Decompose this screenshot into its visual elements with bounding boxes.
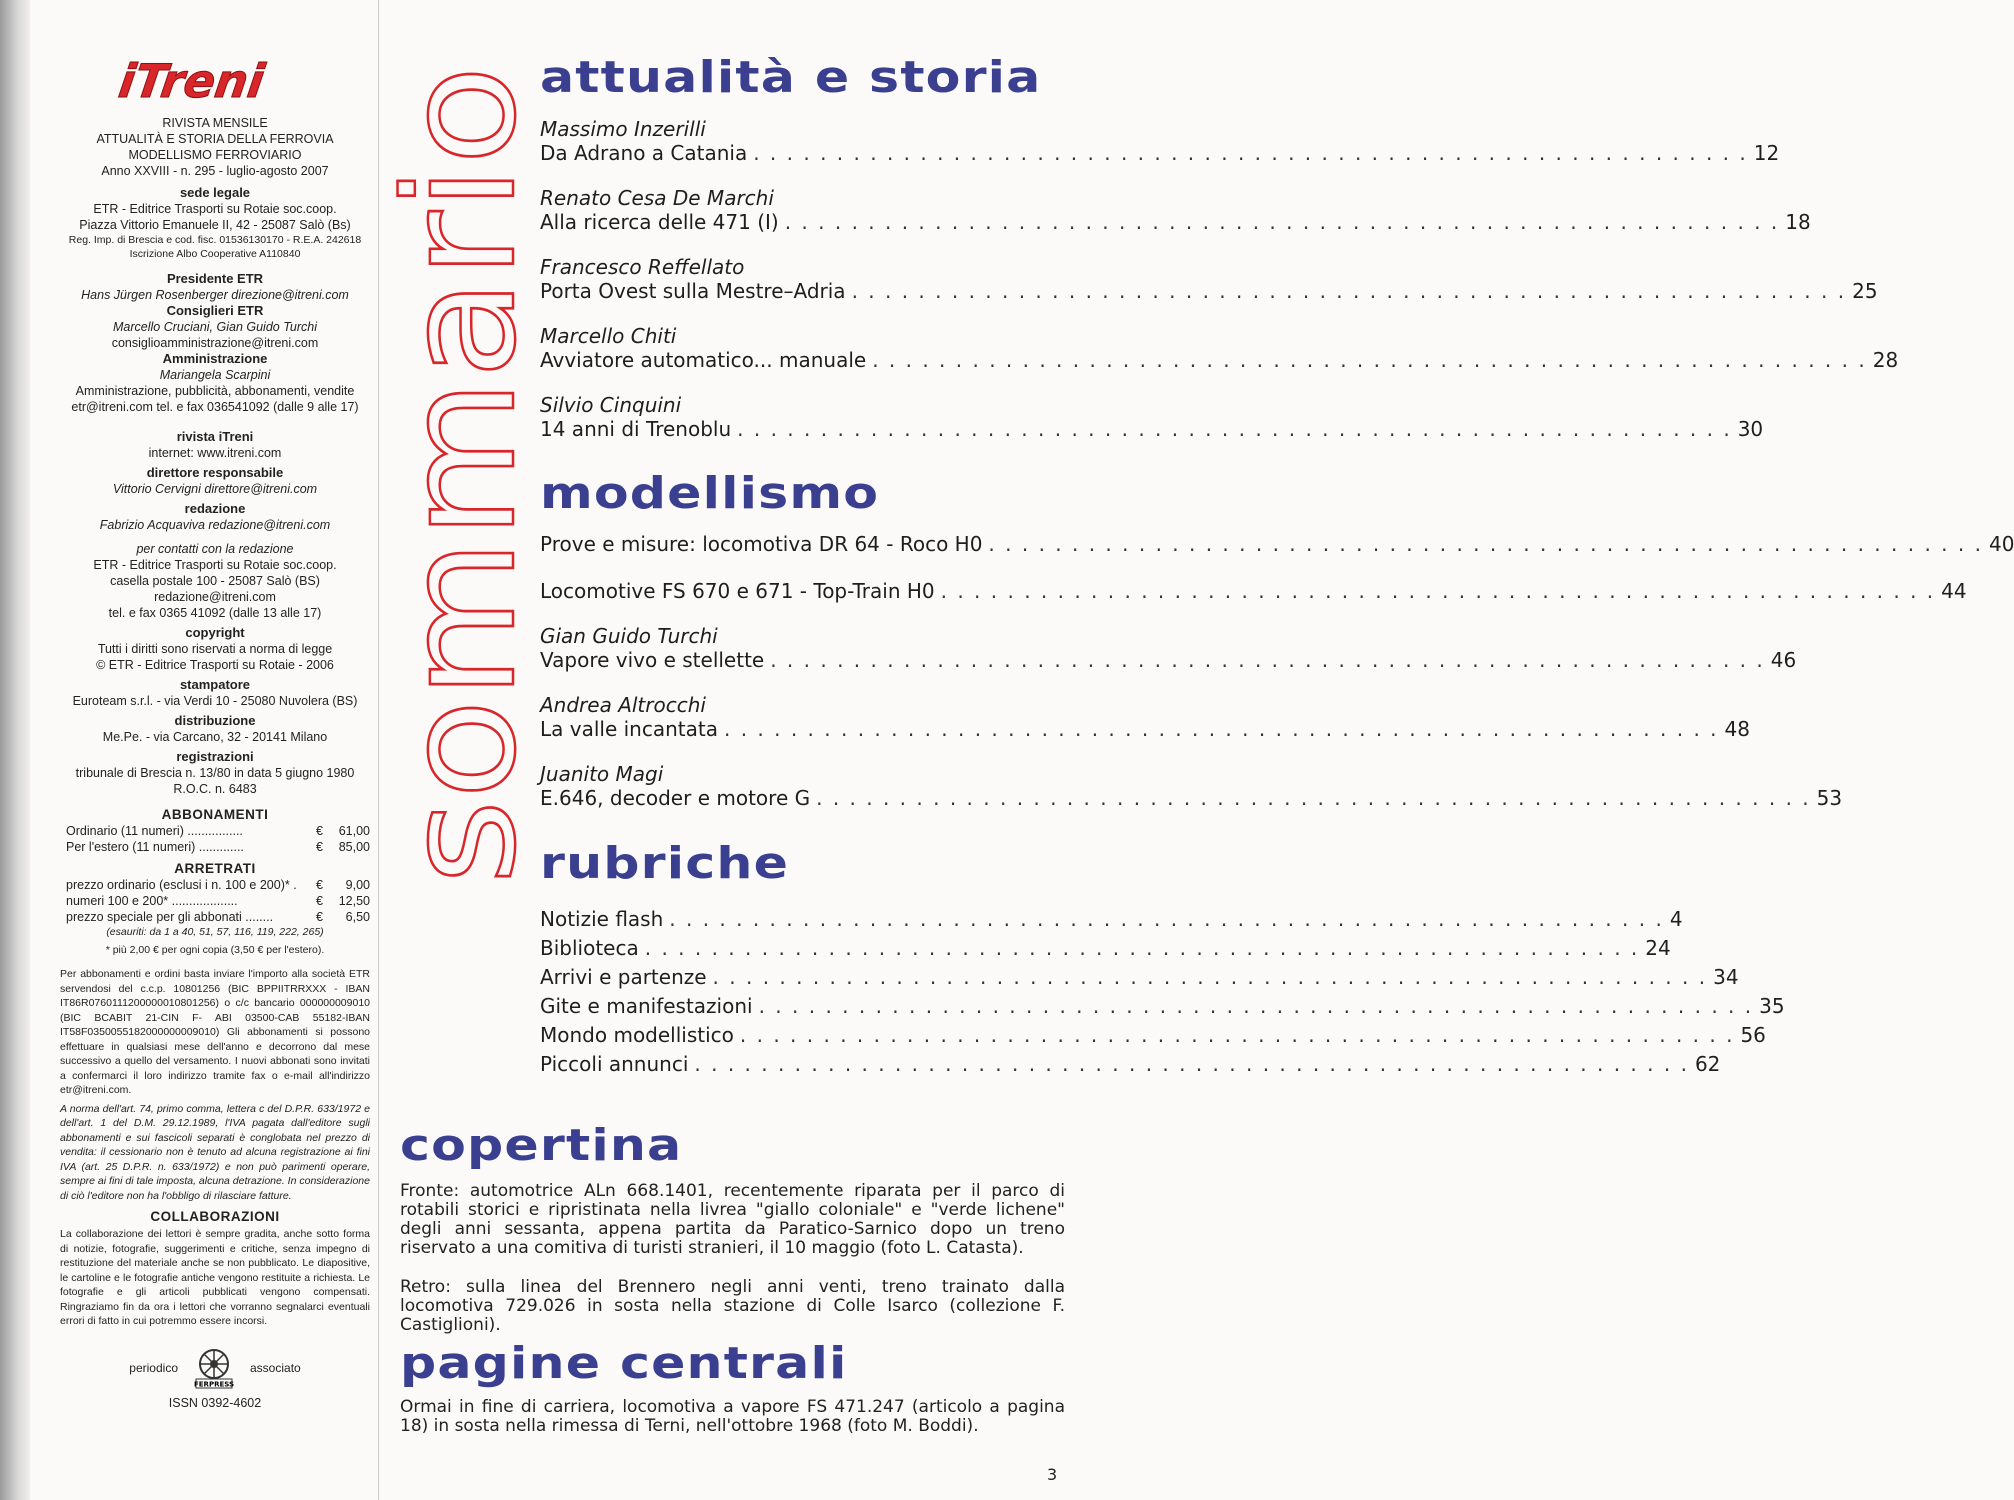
section-title-attualita: attualità e storia — [540, 52, 1042, 103]
collaboration-heading: COLLABORAZIONI — [150, 1209, 280, 1224]
toc-author: Renato Cesa De Marchi — [540, 186, 774, 210]
leader-dots: . . . . . . . . . . . . . . . . . . . . . . . . . . . . . . . . . . . . . . . . . . . . . . . . . . . . . . . . . . . . — [644, 936, 1640, 960]
page-number: 3 — [1047, 1465, 1058, 1484]
sede-line: Piazza Vittorio Emanuele II, 42 - 25087 Salò (Bs) — [79, 218, 351, 232]
leader-dots: . . . . . . . . . . . . . . . . . . . . . . . . . . . . . . . . . . . . . . . . . . . . . . . . . . . . . . . . . . . . — [739, 1023, 1735, 1047]
rubrica-page-number: 4 — [1669, 907, 1683, 931]
toc-title: 14 anni di Trenoblu — [540, 417, 732, 441]
ferpress-badge — [60, 1347, 370, 1389]
toc-entry — [540, 255, 1878, 303]
registration-heading: registrazioni — [176, 749, 254, 764]
price-label: prezzo speciale per gli abbonati ........ — [66, 910, 274, 924]
masthead-line: RIVISTA MENSILE — [162, 116, 268, 130]
toc-title: Da Adrano a Catania — [540, 141, 748, 165]
sede-heading: sede legale — [179, 185, 251, 200]
contacts-line: casella postale 100 - 25087 Salò (BS) — [110, 574, 320, 588]
toc-entry — [540, 762, 1843, 810]
magazine-heading: rivista iTreni — [176, 429, 254, 444]
toc-author: Francesco Reffellato — [540, 255, 745, 279]
printer-line: Euroteam s.r.l. - via Verdi 10 - 25080 Nuvolera (BS) — [72, 694, 358, 708]
rubrica-title: Arrivi e partenze — [540, 965, 707, 989]
toc-entry — [540, 324, 1899, 372]
distribution-heading: distribuzione — [174, 713, 256, 728]
masthead-column — [60, 55, 370, 1411]
itreni-logo — [115, 54, 308, 108]
section-title-modellismo: modellismo — [540, 468, 880, 519]
leader-dots: . . . . . . . . . . . . . . . . . . . . . . . . . . . . . . . . . . . . . . . . . . . . . . . . . . . . . . . . . . . . — [737, 417, 1732, 441]
sold-out-note: (esauriti: da 1 a 40, 51, 57, 116, 119, 222, 265) — [106, 926, 324, 938]
toc-title-line — [540, 210, 1811, 234]
toc-entry — [540, 393, 1764, 441]
printer-heading: stampatore — [179, 677, 251, 692]
copyright-line: © ETR - Editrice Trasporti su Rotaie - 2006 — [96, 658, 334, 672]
contacts-heading: per contatti con la redazione — [136, 542, 294, 556]
cover-front-text: Fronte: automotrice ALn 668.1401, recentemente riparata per il parco di rotabili storici e ripristinata nella livrea "giallo coloniale" e "verde lichene" degli anni sessanta, appena partita da Paratico-Sarnico dopo un treno riservato a una comitiva di turisti stranieri, il 10 maggio (foto L. Catasta). — [400, 1181, 1065, 1258]
rubrica-page-number: 24 — [1645, 936, 1671, 960]
rubrica-title: Notizie flash — [540, 907, 664, 931]
rubrica-page-number: 62 — [1694, 1052, 1721, 1076]
rubrica-item — [540, 963, 1739, 992]
rubrica-title: Piccoli annunci — [540, 1052, 689, 1076]
leader-dots: . . . . . . . . . . . . . . . . . . . . . . . . . . . . . . . . . . . . . . . . . . . . . . . . . . . . . . . . . . . . — [694, 1052, 1689, 1076]
council-heading: Consiglieri ETR — [166, 303, 264, 318]
toc-entry — [540, 186, 1811, 234]
rubrica-item — [540, 992, 1785, 1021]
contacts-line: ETR - Editrice Trasporti su Rotaie soc.coop. — [93, 558, 337, 572]
svg-text:iTreni: iTreni — [115, 54, 268, 108]
section-title-copertina: copertina — [400, 1120, 683, 1171]
ferpress-wheel-icon — [190, 1347, 238, 1389]
price-value: 85,00 — [338, 840, 370, 854]
toc-title-line — [540, 532, 2014, 556]
contacts-line: tel. e fax 0365 41092 (dalle 13 alle 17) — [108, 606, 322, 620]
masthead-line: MODELLISMO FERROVIARIO — [128, 148, 302, 162]
toc-entry — [540, 117, 1780, 165]
registration-line: tribunale di Brescia n. 13/80 in data 5 giugno 1980 — [75, 766, 355, 780]
ferpress-label: FERPRESS — [193, 1380, 235, 1388]
price-row — [60, 877, 370, 893]
price-label: Per l'estero (11 numeri) ............. — [66, 840, 244, 854]
council-email: consiglioamministrazione@itreni.com — [111, 336, 319, 350]
rubrica-item — [540, 1021, 1766, 1050]
leader-dots: . . . . . . . . . . . . . . . . . . . . . . . . . . . . . . . . . . . . . . . . . . . . . . . . . . . . . . . . . . . . — [770, 648, 1765, 672]
cover-back-text: Retro: sulla linea del Brennero negli anni venti, treno trainato dalla locomotiva 729.026 in sosta nella stazione di Colle Isarco (collezione F. Castiglioni). — [400, 1277, 1065, 1335]
price-row — [60, 823, 370, 839]
leader-dots: . . . . . . . . . . . . . . . . . . . . . . . . . . . . . . . . . . . . . . . . . . . . . . . . . . . . . . . . . . . . — [851, 279, 1847, 303]
toc-title: Locomotive FS 670 e 671 - Top-Train H0 — [540, 579, 935, 603]
leader-dots: . . . . . . . . . . . . . . . . . . . . . . . . . . . . . . . . . . . . . . . . . . . . . . . . . . . . . . . . . . . . — [669, 907, 1664, 931]
rubrica-page-number: 56 — [1740, 1023, 1766, 1047]
sede-line: Reg. Imp. di Brescia e cod. fisc. 01536130170 - R.E.A. 242618 — [68, 234, 362, 246]
toc-author: Juanito Magi — [540, 762, 664, 786]
toc-page-number: 40 — [1988, 532, 2014, 556]
sede-line: Iscrizione Albo Cooperative A110840 — [129, 248, 301, 260]
council-line: Marcello Cruciani, Gian Guido Turchi — [112, 320, 317, 334]
rubrica-page-number: 35 — [1759, 994, 1785, 1018]
toc-author: Silvio Cinquini — [540, 393, 682, 417]
rubrica-item — [540, 905, 1683, 934]
currency: € — [316, 894, 323, 908]
roc-line: R.O.C. n. 6483 — [173, 782, 257, 796]
price-value: 61,00 — [338, 824, 370, 838]
distribution-line: Me.Pe. - via Carcano, 32 - 20141 Milano — [102, 730, 328, 744]
toc-entry — [540, 624, 1797, 672]
toc-title: Porta Ovest sulla Mestre–Adria — [540, 279, 846, 303]
price-row — [60, 893, 370, 909]
toc-title-line — [540, 279, 1878, 303]
price-label: numeri 100 e 200* ................... — [66, 894, 238, 908]
price-row — [60, 839, 370, 855]
collaboration-paragraph: La collaborazione dei lettori è sempre gradita, anche sotto forma di notizie, fotografie, suggerimenti e critiche, senza impegno di restituzione del materiale anche se non pubblicato. Le diapositive, le cartoline e le fotografie antiche vengono restituite a richiesta. Le fotografie e gli articoli pubblicati vengono compensati. Ringraziamo fin da ora i lettori che vorranno segnalarci eventuali errori di fatto in cui potremmo essere incorsi. — [60, 1228, 370, 1327]
toc-title: Vapore vivo e stellette — [540, 648, 765, 672]
price-value: 6,50 — [345, 910, 370, 924]
toc-author: Marcello Chiti — [540, 324, 677, 348]
copyright-line: Tutti i diritti sono riservati a norma di legge — [97, 642, 333, 656]
rubrica-title: Mondo modellistico — [540, 1023, 734, 1047]
rubrica-item — [540, 1050, 1721, 1079]
director-heading: direttore responsabile — [146, 465, 284, 480]
currency: € — [316, 910, 323, 924]
toc-page-number: 46 — [1770, 648, 1797, 672]
leader-dots: . . . . . . . . . . . . . . . . . . . . . . . . . . . . . . . . . . . . . . . . . . . . . . . . . . . . . . . . . . . . — [872, 348, 1867, 372]
subscription-paragraph: Per abbonamenti e ordini basta inviare l'importo alla società ETR servendosi del c.c.p. 10801256 (BIC BPPIITRRXXX - IBAN IT86R0760111200000010801256) o c/c bancario 000000009010 (BIC BCABIT 21-CIN F- ABI 03500-CAB 55182-IBAN IT58F0350055182000000009010) Gli abbonamenti si possono effettuare in qualsiasi mese dell'anno e decorrono dal mese successivo a quello del versamento. I nuovi abbonati sono invitati a confermarci il loro indirizzo tramite fax o e-mail all'indirizzo etr@itreni.com. — [60, 968, 370, 1096]
rubrica-title: Gite e manifestazioni — [540, 994, 753, 1018]
leader-dots: . . . . . . . . . . . . . . . . . . . . . . . . . . . . . . . . . . . . . . . . . . . . . . . . . . . . . . . . . . . . — [816, 786, 1811, 810]
toc-page-number: 44 — [1941, 579, 1967, 603]
currency: € — [316, 824, 323, 838]
subscriptions-heading: ABBONAMENTI — [161, 807, 269, 822]
toc-title: La valle incantata — [540, 717, 718, 741]
toc-author: Gian Guido Turchi — [540, 624, 718, 648]
shipping-note: * più 2,00 € per ogni copia (3,50 € per l'estero). — [105, 944, 325, 956]
toc-title-line — [540, 141, 1780, 165]
periodico-label: periodico — [129, 1360, 178, 1375]
price-row — [60, 909, 370, 925]
centerfold-text: Ormai in fine di carriera, locomotiva a vapore FS 471.247 (articolo a pagina 18) in sosta nella rimessa di Terni, nell'ottobre 1968 (foto M. Boddi). — [400, 1397, 1065, 1436]
director-line: Vittorio Cervigni direttore@itreni.com — [112, 482, 318, 496]
leader-dots: . . . . . . . . . . . . . . . . . . . . . . . . . . . . . . . . . . . . . . . . . . . . . . . . . . . . . . . . . . . . — [712, 965, 1708, 989]
masthead-line: ATTUALITÀ E STORIA DELLA FERROVIA — [96, 132, 334, 146]
price-label: prezzo ordinario (esclusi i n. 100 e 200)* . — [66, 878, 297, 892]
currency: € — [316, 878, 323, 892]
toc-title: E.646, decoder e motore G — [540, 786, 811, 810]
rubrica-page-number: 34 — [1713, 965, 1739, 989]
sede-line: ETR - Editrice Trasporti su Rotaie soc.coop. — [93, 202, 337, 216]
leader-dots: . . . . . . . . . . . . . . . . . . . . . . . . . . . . . . . . . . . . . . . . . . . . . . . . . . . . . . . . . . . . — [784, 210, 1780, 234]
toc-title-line — [540, 417, 1764, 441]
toc-entry — [540, 532, 2014, 556]
toc-page-number: 18 — [1785, 210, 1811, 234]
issn: ISSN 0392-4602 — [168, 1395, 262, 1410]
rubriche-list — [540, 905, 1785, 1079]
currency: € — [316, 840, 323, 854]
toc-title: Prove e misure: locomotiva DR 64 - Roco H0 — [540, 532, 983, 556]
leader-dots: . . . . . . . . . . . . . . . . . . . . . . . . . . . . . . . . . . . . . . . . . . . . . . . . . . . . . . . . . . . . — [758, 994, 1754, 1018]
toc-title-line — [540, 579, 1967, 603]
admin-contact: etr@itreni.com tel. e fax 036541092 (dalle 9 alle 17) — [71, 400, 359, 414]
leader-dots: . . . . . . . . . . . . . . . . . . . . . . . . . . . . . . . . . . . . . . . . . . . . . . . . . . . . . . . . . . . . — [988, 532, 1983, 556]
vat-paragraph: A norma dell'art. 74, primo comma, lettera c del D.P.R. 633/1972 e dell'art. 1 del D.M. 29.12.1989, l'IVA pagata dall'editore sugli abbonamenti e sui fascicoli separati è conglobata nel prezzo di vendita: il cessionario non è tenuto ad alcuna registrazione ai fini IVA (art. 25 D.P.R. n. 633/1972) e non può parimenti operare, sempre ai fini di tale imposta, alcuna detrazione. In considerazione di ciò l'editore non ha l'obbligo di rilasciare fatture. — [60, 1102, 370, 1202]
leader-dots: . . . . . . . . . . . . . . . . . . . . . . . . . . . . . . . . . . . . . . . . . . . . . . . . . . . . . . . . . . . . — [753, 141, 1748, 165]
rubrica-title: Biblioteca — [540, 936, 639, 960]
admin-name: Mariangela Scarpini — [159, 368, 271, 382]
leader-dots: . . . . . . . . . . . . . . . . . . . . . . . . . . . . . . . . . . . . . . . . . . . . . . . . . . . . . . . . . . . . — [723, 717, 1719, 741]
price-value: 9,00 — [345, 878, 370, 892]
price-label: Ordinario (11 numeri) ................ — [66, 824, 243, 838]
toc-title-line — [540, 786, 1843, 810]
sommario-vertical-title — [372, 60, 549, 890]
toc-title-line — [540, 648, 1797, 672]
toc-title-line — [540, 348, 1899, 372]
president-heading: Presidente ETR — [166, 271, 264, 286]
issue-line: Anno XXVIII - n. 295 - luglio-agosto 2007 — [101, 164, 329, 178]
toc-page-number: 53 — [1816, 786, 1843, 810]
toc-page-number: 12 — [1753, 141, 1780, 165]
section-title-rubriche: rubriche — [540, 838, 790, 889]
copyright-heading: copyright — [185, 625, 245, 640]
president-line: Hans Jürgen Rosenberger direzione@itreni.com — [81, 288, 349, 302]
price-value: 12,50 — [338, 894, 370, 908]
toc-title-line — [540, 717, 1750, 741]
section-title-pagine-centrali: pagine centrali — [400, 1338, 848, 1389]
toc-page-number: 48 — [1724, 717, 1750, 741]
rubrica-item — [540, 934, 1671, 963]
toc-page-number: 28 — [1872, 348, 1899, 372]
leader-dots: . . . . . . . . . . . . . . . . . . . . . . . . . . . . . . . . . . . . . . . . . . . . . . . . . . . . . . . . . . . . — [940, 579, 1936, 603]
binding-gutter — [0, 0, 30, 1500]
sommario-text: sommario — [372, 125, 549, 885]
toc-page-number: 25 — [1852, 279, 1878, 303]
toc-author: Massimo Inzerilli — [540, 117, 706, 141]
toc-author: Andrea Altrocchi — [540, 693, 706, 717]
magazine-website: internet: www.itreni.com — [148, 446, 282, 460]
editorial-heading: redazione — [184, 501, 246, 516]
associato-label: associato — [250, 1360, 301, 1375]
toc-entry — [540, 579, 1967, 603]
back-issues-heading: ARRETRATI — [174, 861, 256, 876]
admin-heading: Amministrazione — [162, 351, 268, 366]
toc-title: Avviatore automatico... manuale — [540, 348, 867, 372]
toc-page-number: 30 — [1737, 417, 1764, 441]
admin-line: Amministrazione, pubblicità, abbonamenti, vendite — [75, 384, 355, 398]
contacts-line: redazione@itreni.com — [154, 590, 276, 604]
toc-entry — [540, 693, 1750, 741]
toc-title: Alla ricerca delle 471 (I) — [540, 210, 779, 234]
editorial-line: Fabrizio Acquaviva redazione@itreni.com — [99, 518, 331, 532]
